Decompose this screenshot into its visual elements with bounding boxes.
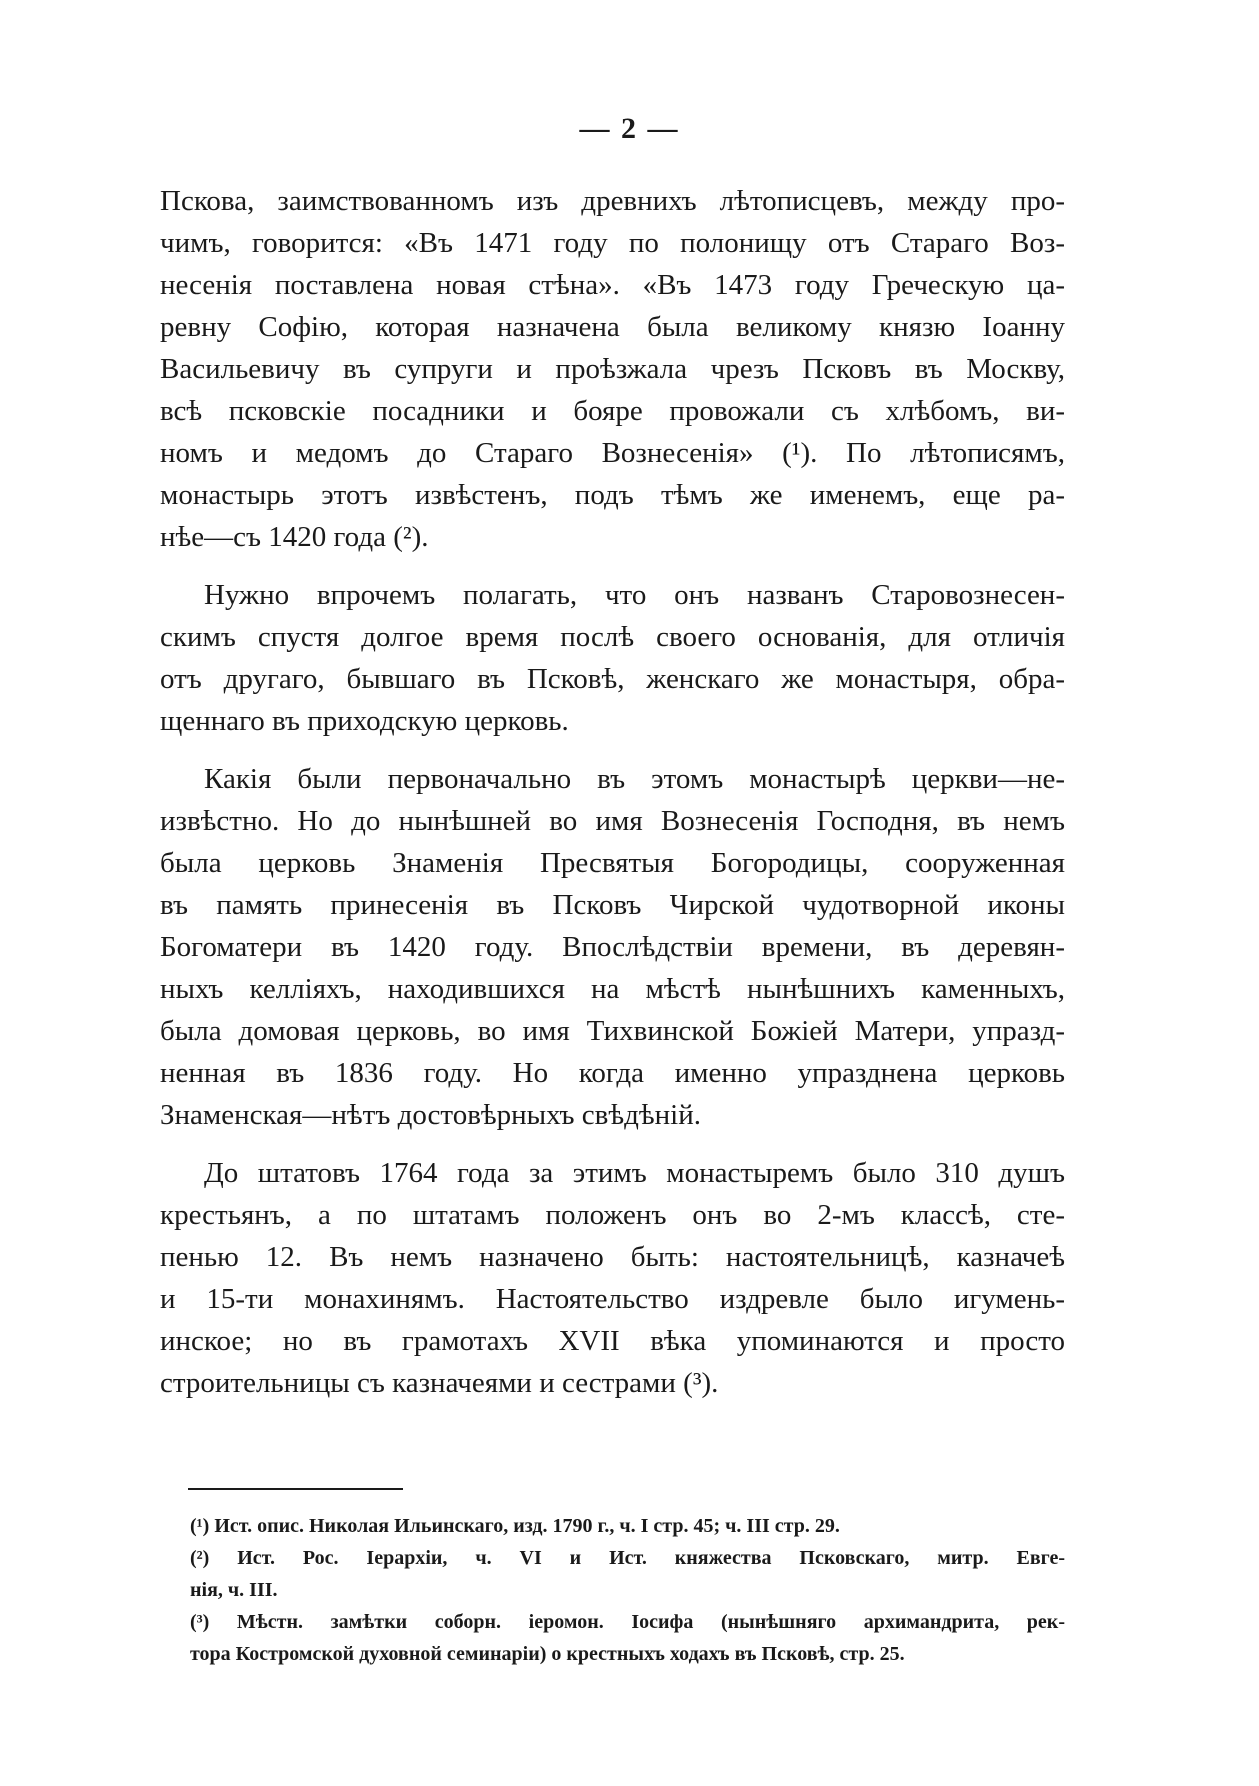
paragraph: [160, 1152, 1065, 1404]
body-text: [160, 180, 1065, 1404]
text-line: монастырь этотъ извѣстенъ, подъ тѣмъ же именемъ, еще ра-: [160, 479, 1065, 511]
paragraph: [160, 758, 1065, 1136]
text-line: пенью 12. Въ немъ назначено быть: настоятельницѣ, казначеѣ: [160, 1241, 1065, 1273]
footnote-line: (²) Ист. Рос. Іерархіи, ч. VI и Ист. княжества Псковскаго, митр. Евге-: [190, 1547, 1065, 1569]
text-line: крестьянъ, а по штатамъ положенъ онъ во 2-мъ классѣ, сте-: [160, 1199, 1065, 1231]
page-number: — 2 —: [579, 112, 680, 145]
text-line: была домовая церковь, во имя Тихвинской Божіей Матери, упразд-: [160, 1015, 1065, 1047]
text-line: всѣ псковскіе посадники и бояре провожали съ хлѣбомъ, ви-: [160, 395, 1065, 427]
text-line: нѣе—съ 1420 года (²).: [160, 521, 429, 553]
text-line: извѣстно. Но до нынѣшней во имя Вознесенія Господня, въ немъ: [160, 805, 1065, 837]
text-line: была церковь Знаменія Пресвятыя Богородицы, сооруженная: [160, 847, 1065, 879]
text-line: Богоматери въ 1420 году. Впослѣдствіи времени, въ деревян-: [160, 931, 1065, 963]
paragraph: [160, 180, 1065, 558]
text-line: ненная въ 1836 году. Но когда именно упразднена церковь: [160, 1057, 1065, 1089]
footnote-line: тора Костромской духовной семинаріи) о крестныхъ ходахъ въ Псковѣ, стр. 25.: [190, 1643, 905, 1665]
footnote-1: [190, 1510, 1065, 1542]
text-line: Какія были первоначально въ этомъ монастырѣ церкви—не-: [204, 763, 1065, 795]
text-line: въ память принесенія въ Псковъ Чирской чудотворной иконы: [160, 889, 1065, 921]
footnote-line: (¹) Ист. опис. Николая Ильинскаго, изд. 1790 г., ч. I стр. 45; ч. III стр. 29.: [190, 1515, 840, 1537]
footnote-3: [190, 1606, 1065, 1670]
text-line: номъ и медомъ до Стараго Вознесенія» (¹). По лѣтописямъ,: [160, 437, 1065, 469]
text-line: скимъ спустя долгое время послѣ своего основанія, для отличія: [160, 621, 1065, 653]
paragraph: [160, 574, 1065, 742]
footnote-divider: [188, 1488, 403, 1490]
footnote-2: [190, 1542, 1065, 1606]
footnote-line: (³) Мѣстн. замѣтки соборн. іеромон. Іосифа (нынѣшняго архимандрита, рек-: [190, 1611, 1065, 1633]
text-line: инское; но въ грамотахъ XVII вѣка упоминаются и просто: [160, 1325, 1065, 1357]
footnote-line: нія, ч. III.: [190, 1579, 278, 1601]
text-line: До штатовъ 1764 года за этимъ монастыремъ было 310 душъ: [204, 1157, 1065, 1189]
text-line: ревну Софію, которая назначена была великому князю Іоанну: [160, 311, 1065, 343]
text-line: несенія поставлена новая стѣна». «Въ 1473 году Греческую ца-: [160, 269, 1065, 301]
text-line: Знаменская—нѣтъ достовѣрныхъ свѣдѣній.: [160, 1099, 701, 1131]
text-line: Васильевичу въ супруги и проѣзжала чрезъ Псковъ въ Москву,: [160, 353, 1065, 385]
text-line: Пскова, заимствованномъ изъ древнихъ лѣтописцевъ, между про-: [160, 185, 1065, 217]
text-line: ныхъ келліяхъ, находившихся на мѣстѣ нынѣшнихъ каменныхъ,: [160, 973, 1065, 1005]
text-line: и 15-ти монахинямъ. Настоятельство издревле было игумень-: [160, 1283, 1065, 1315]
text-line: щеннаго въ приходскую церковь.: [160, 705, 569, 737]
text-line: строительницы съ казначеями и сестрами (³).: [160, 1367, 719, 1399]
text-line: чимъ, говорится: «Въ 1471 году по полонищу отъ Стараго Воз-: [160, 227, 1065, 259]
text-line: отъ другаго, бывшаго въ Псковѣ, женскаго же монастыря, обра-: [160, 663, 1065, 695]
text-line: Нужно впрочемъ полагать, что онъ названъ Старовознесен-: [204, 579, 1065, 611]
footnotes: [190, 1510, 1065, 1670]
